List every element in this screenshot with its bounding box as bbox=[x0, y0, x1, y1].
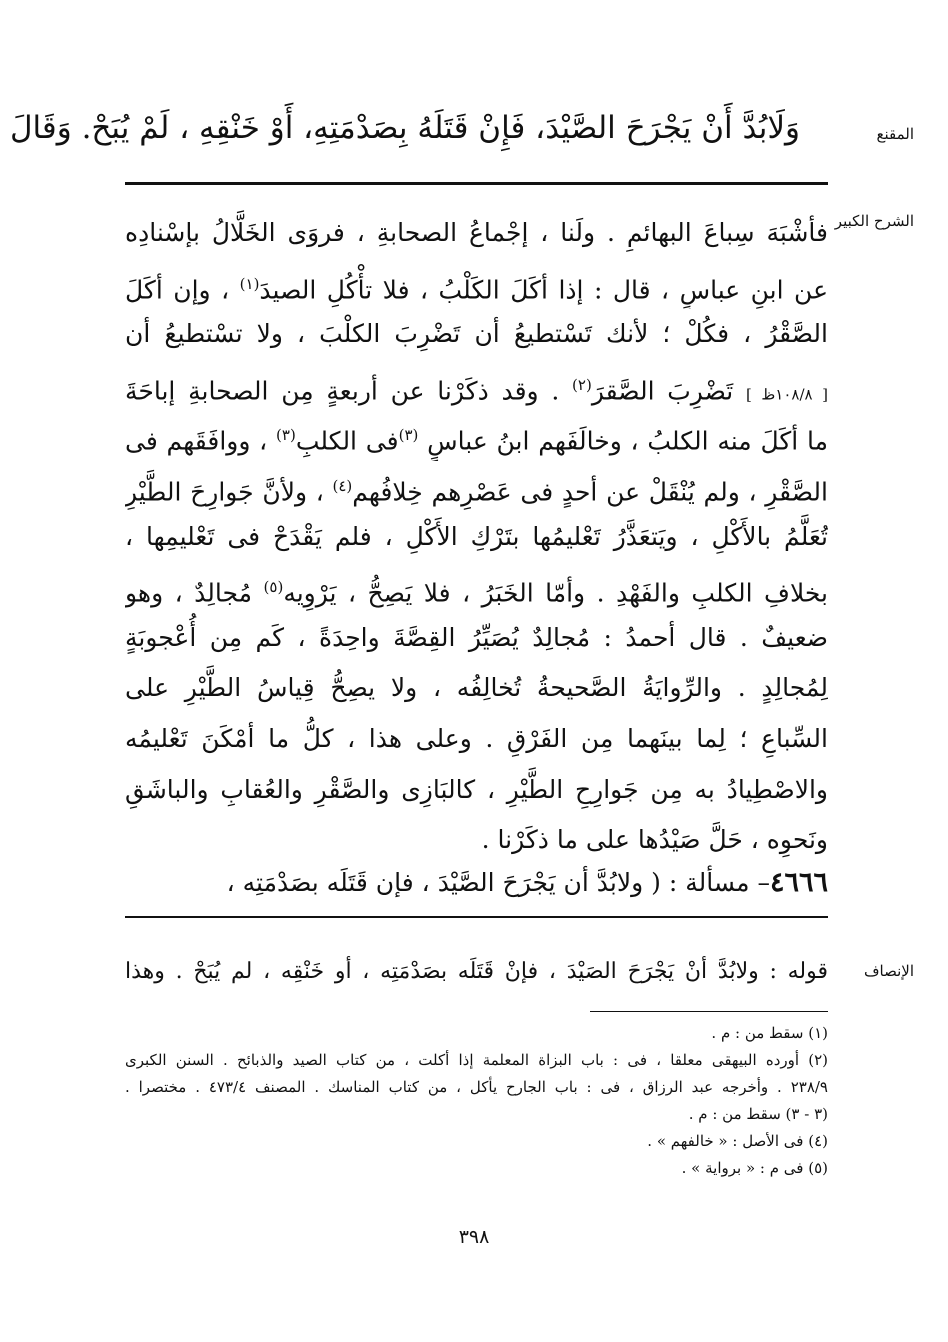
section-divider-thick bbox=[125, 182, 828, 185]
footnote-2-continued: ٢٣٨/٩ . وأخرجه عبد الرزاق ، فى : باب الجارح يأكل ، من كتاب المناسك . المصنف ٤٧٣/٤ . مختصرا . bbox=[125, 1078, 828, 1096]
label-insaf: الإنصاف bbox=[863, 962, 914, 980]
text-line-2: عن ابنِ عباسٍ ، قال : إذا أكَلَ الكَلْبُ ، فلا تأْكُلِ الصيدَ$^{(١)}$ ، وإن أكَلَ bbox=[125, 274, 828, 304]
footnotes bbox=[125, 1020, 828, 1182]
text-line-10: لِمُجالِدٍ . والرِّوايَةُ الصَّحيحةُ تُخالِفُه ، ولا يصِحُّ قِياسُ الطَّيْرِ على bbox=[125, 673, 828, 703]
text-line-7: تُعَلَّمُ بالأَكْلِ ، ويَتعَذَّرُ تَعْليمُها بتَرْكِ الأَكْلِ ، فلم يَقْدَحْ فى تَعْليمِها ، bbox=[125, 521, 828, 551]
masala-text: – مسألة : ( ولابُدَّ أن يَجْرَحَ الصَّيْدَ ، فإن قَتَلَه بصَدْمَتِه ، bbox=[226, 868, 770, 897]
text-line-12: والاصْطِيادُ به مِن جَوارِحِ الطَّيْرِ ، كالبَازِى والصَّقْرِ والعُقابِ والباشَقِ bbox=[125, 774, 828, 804]
sharh-main-text bbox=[125, 208, 828, 866]
text-line-13: ونَحوِه ، حَلَّ صَيْدُها على ما ذكَرْنا . bbox=[481, 825, 828, 855]
insaf-text-line: قوله : ولابُدَّ أنْ يَجْرَحَ الصَيْدَ ، فإنْ قَتَلَه بصَدْمَتِه ، أو خَنْقِه ، لم يُبَحْ . وهذا bbox=[125, 959, 828, 984]
footnote-3: (٣ - ٣) سقط من : م . bbox=[688, 1105, 828, 1123]
text-line-1: فأشْبَهَ سِباعَ البهائمِ . ولَنا ، إجْماعُ الصحابةِ ، فروَى الخَلَّالُ بإسْنادِه bbox=[125, 218, 828, 247]
manuscript-folio-marker: [ ١٠٨/٨ظ ] bbox=[745, 385, 828, 404]
text-line-3: الصَّقْرُ ، فكُلْ ؛ لأنك تَسْتطيعُ أن تَضْرِبَ الكلْبَ ، ولا تسْتطيعُ أن bbox=[125, 319, 828, 349]
muqni-text-line: وَلَابُدَّ أَنْ يَجْرَحَ الصَّيْدَ، فَإِنْ قَتَلَهُ بِصَدْمَتِهِ، أَوْ خَنْقِهِ ، لَمْ يُبَحْ. وَقَالَ bbox=[9, 110, 800, 146]
footnote-5: (٥) فى م : « برواية » . bbox=[681, 1159, 828, 1177]
footnote-ref-3-end: (٣) bbox=[276, 426, 296, 445]
footnote-ref-5: (٥) bbox=[263, 578, 284, 597]
text-line-5: ما أكَلَ منه الكلبُ ، وخالَفَهم ابنُ عباسٍ $^{(٣)}$فى الكلبِ$^{(٣)}$ ، ووافَقَهم فى bbox=[125, 426, 828, 456]
masala-number: ٤٦٦٦ bbox=[769, 867, 828, 898]
footnote-ref-3-start: (٣) bbox=[398, 426, 419, 445]
label-sharh-kabir: الشرح الكبير bbox=[834, 212, 914, 230]
footnote-1: (١) سقط من : م . bbox=[711, 1024, 828, 1042]
footnote-ref-2: (٢) bbox=[572, 375, 592, 394]
footnote-divider bbox=[590, 1011, 828, 1012]
footnote-ref-1: (١) bbox=[239, 274, 260, 293]
section-divider-thin bbox=[125, 916, 828, 918]
text-line-9: ضعيفٌ . قال أحمدُ : مُجالِدٌ يُصَيِّرُ القِصَّةَ واحِدَةً ، كَم مِن أُعْجوبَةٍ bbox=[125, 622, 828, 652]
text-line-11: السِّباعِ ؛ لِما بينَهما مِن الفَرْقِ . وعلى هذا ، كلُّ ما أمْكَنَ تَعْليمُه bbox=[125, 723, 828, 753]
label-muqni: المقنع bbox=[876, 125, 914, 143]
footnote-2: (٢) أورده البيهقى معلقا ، فى : باب البزاة المعلمة إذا أكلت ، من كتاب الصيد والذبائح . السنن الكبرى bbox=[125, 1051, 828, 1069]
footnote-4: (٤) فى الأصل : « خالفهم » . bbox=[647, 1132, 828, 1150]
text-line-6: الصَّقْرِ ، ولم يُنْقَلْ عن أحدٍ فى عَصْرِهم خِلافُهم$^{(٤)}$ ، ولأنَّ جَوارِحَ الطَّيْرِ bbox=[125, 476, 828, 507]
text-line-4: [ ١٠٨/٨ظ ] تَضْرِبَ الصَّقرَ$^{(٢)}$ . وقد ذكَرْنا عن أربعةٍ مِن الصحابةِ إباحَةَ bbox=[125, 375, 828, 406]
text-line-8: بخلافِ الكلبِ والفَهْدِ . وأمّا الخَبَرُ ، فلا يَصِحُّ ، يَرْوِيه$^{(٥)}$ مُجالِدٌ ، وهو bbox=[125, 578, 828, 608]
footnote-ref-4: (٤) bbox=[332, 476, 353, 495]
page-number: ٣٩٨ bbox=[458, 1226, 490, 1248]
masala-heading bbox=[125, 858, 828, 908]
